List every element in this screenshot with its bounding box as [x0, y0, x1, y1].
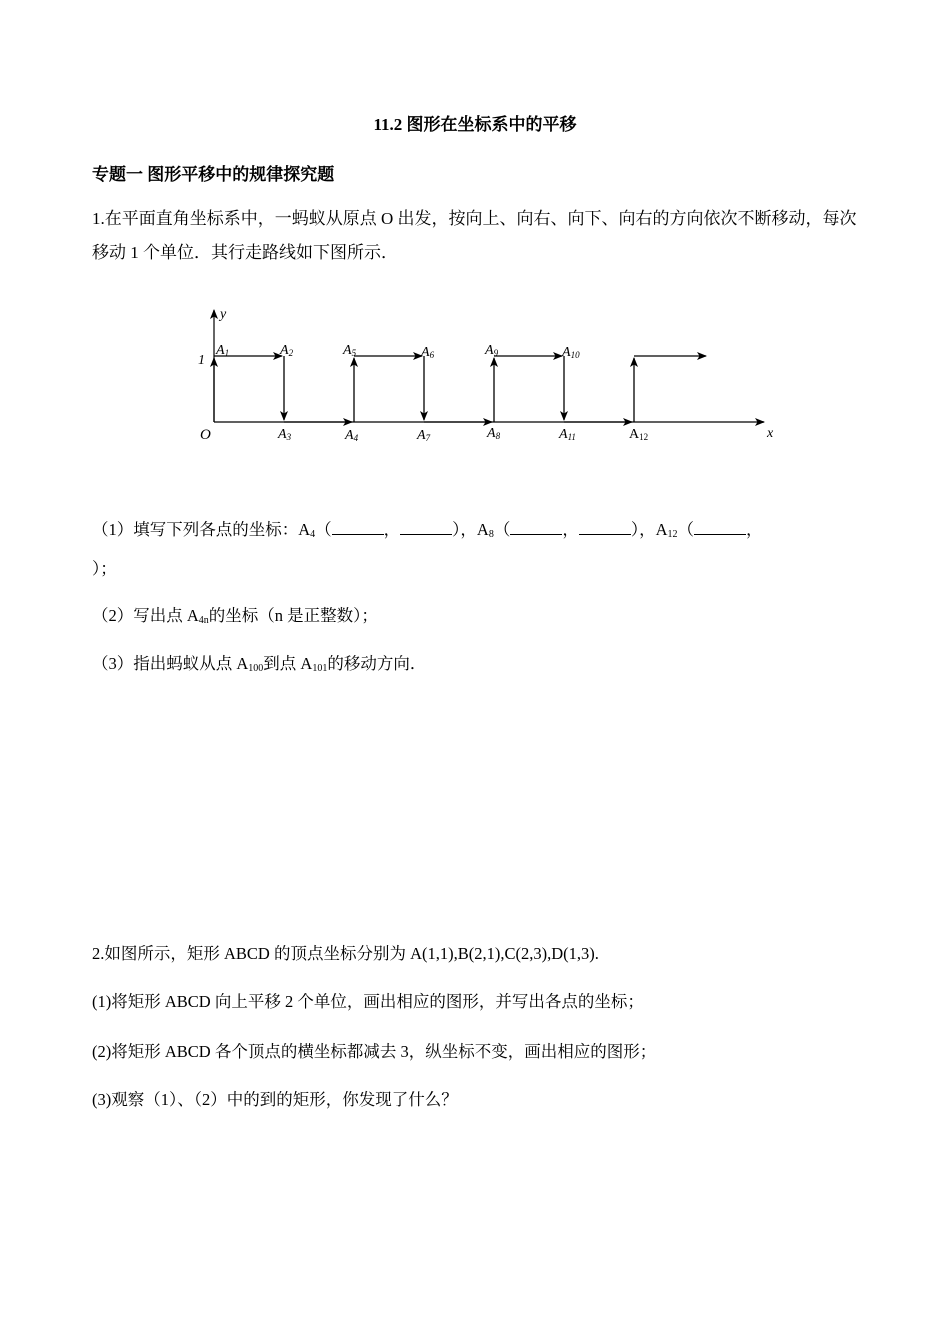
label-a11: A11: [559, 427, 576, 442]
question-1-part-2: （2）写出点 $A_{4n}$的坐标（n 是正整数）；: [92, 606, 378, 626]
question-2-intro: 2.如图所示，矩形 ABCD 的顶点坐标分别为 A(1,1),B(2,1),C(2,3),D(1,3).: [92, 944, 599, 963]
blank-a8-y[interactable]: [579, 520, 631, 535]
question-1-part-1: （1）填写下列各点的坐标：$A_4$（ ， ），$A_8$（ ， ），$A_{12}$（ ，: [92, 520, 763, 540]
question-1-part-1-tail: ）；: [92, 559, 117, 578]
question-2-part-1: (1)将矩形 ABCD 向上平移 2 个单位，画出相应的图形，并写出各点的坐标；: [92, 992, 644, 1011]
label-a4: A4: [345, 428, 359, 443]
blank-a4-x[interactable]: [332, 520, 384, 535]
question-2-part-3: (3)观察（1）、（2）中的到的矩形，你发现了什么？: [92, 1090, 458, 1109]
blank-a8-x[interactable]: [510, 520, 562, 535]
label-a5: A5: [343, 343, 357, 358]
tick-1-label: 1: [198, 353, 205, 368]
axis-x-label: x: [767, 426, 774, 441]
ant-path-diagram: [190, 300, 790, 450]
label-a2: A2: [280, 343, 294, 358]
origin-label: O: [200, 427, 211, 443]
blank-a4-y[interactable]: [400, 520, 452, 535]
label-a8: A8: [487, 426, 501, 441]
label-a3: A3: [278, 427, 292, 442]
question-1-text: 1.在平面直角坐标系中，一蚂蚁从原点 O 出发，按向上、向右、向下、向右的方向依次不断移动，每次移动 1 个单位．其行走路线如下图所示．: [92, 209, 857, 262]
question-2-part-2: (2)将矩形 ABCD 各个顶点的横坐标都减去 3，纵坐标不变，画出相应的图形；: [92, 1042, 657, 1061]
label-a1: A1: [216, 343, 230, 358]
label-a6: A6: [421, 345, 435, 360]
label-a12: A12: [629, 427, 649, 442]
blank-a12-x[interactable]: [694, 520, 746, 535]
label-a9: A9: [485, 343, 499, 358]
section-heading: 专题一 图形平移中的规律探究题: [92, 165, 335, 184]
page-title: 11.2 图形在坐标系中的平移: [373, 115, 577, 134]
ant-path: [214, 356, 706, 422]
label-a7: A7: [417, 428, 431, 443]
label-a10: A10: [562, 345, 580, 360]
question-1-part-3: （3）指出蚂蚁从点 $A_{100}$到点 $A_{101}$的移动方向．: [92, 654, 427, 674]
axis-y-label: y: [220, 307, 227, 322]
